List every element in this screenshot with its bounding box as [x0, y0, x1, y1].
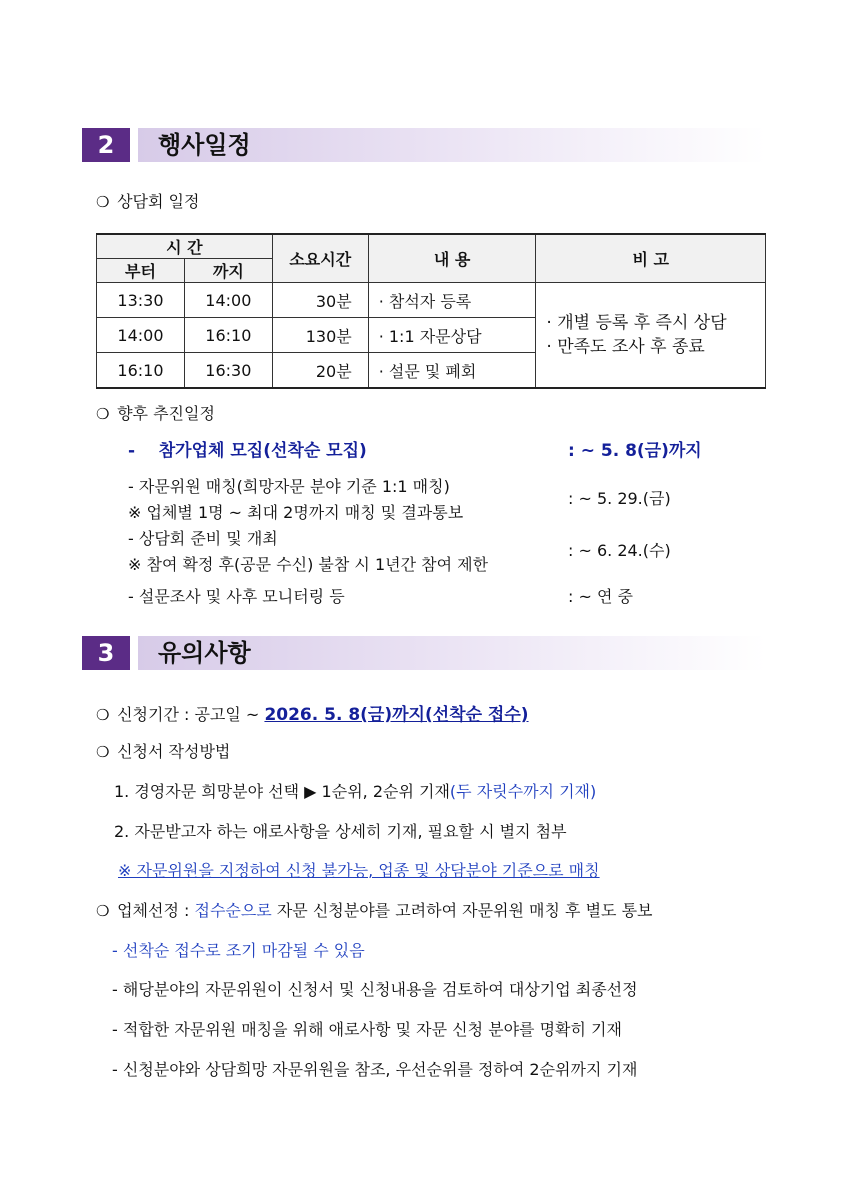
method-item-1: 1. 경영자문 희망분야 선택 ▶ 1순위, 2순위 기재(두 자릿수까지 기재) [114, 782, 597, 801]
th-to: 까지 [184, 259, 272, 283]
table-row: 13:30 14:00 30분 · 참석자 등록 · 개별 등록 후 즉시 상담 · 만족도 조사 후 종료 [97, 283, 766, 318]
table-row: 16:10 16:30 20분 · 설문 및 폐회 [97, 353, 766, 389]
company-selection: ❍ 업체선정 : 접수순으로 자문 신청분야를 고려하여 자문위원 매칭 후 별도 통보 [96, 901, 653, 920]
selection-note-4: - 신청분야와 상담희망 자문위원을 참조, 우선순위를 정하여 2순위까지 기재 [112, 1060, 638, 1079]
method-warning: ※ 자문위원을 지정하여 신청 불가능, 업종 및 상담분야 기준으로 매칭 [118, 861, 600, 880]
section-number: 3 [82, 636, 130, 670]
selection-note-1: - 선착순 접수로 조기 마감될 수 있음 [112, 941, 365, 960]
future-item-1-date: : ~ 5. 8(금)까지 [568, 441, 702, 461]
th-time: 시 간 [97, 234, 273, 259]
future-item-2-date: : ~ 5. 29.(금) [568, 489, 671, 508]
future-schedule-label: ❍ 향후 추진일정 [96, 404, 215, 423]
future-item-4: - 설문조사 및 사후 모니터링 등 [128, 587, 345, 606]
table-note-cell: · 개별 등록 후 즉시 상담 · 만족도 조사 후 종료 [536, 283, 766, 389]
future-item-3-note: ※ 참여 확정 후(공문 수신) 불참 시 1년간 참여 제한 [128, 555, 489, 574]
section-3-header [82, 636, 766, 670]
section-2-header [82, 128, 766, 162]
future-item-3: - 상담회 준비 및 개최 [128, 529, 278, 548]
table-row: 14:00 16:10 130분 · 1:1 자문상담 [97, 318, 766, 353]
section-title: 행사일정 [158, 131, 251, 159]
section-title: 유의사항 [158, 639, 251, 667]
th-from: 부터 [97, 259, 185, 283]
circle-bullet-icon: ❍ [96, 405, 110, 423]
circle-bullet-icon: ❍ [96, 706, 110, 724]
future-item-3-date: : ~ 6. 24.(수) [568, 541, 671, 560]
application-deadline: 2026. 5. 8(금)까지(선착순 접수) [264, 705, 529, 725]
future-item-2: - 자문위원 매칭(희망자문 분야 기준 1:1 매칭) [128, 477, 450, 496]
circle-bullet-icon: ❍ [96, 193, 110, 211]
selection-note-2: - 해당분야의 자문위원이 신청서 및 신청내용을 검토하여 대상기업 최종선정 [112, 980, 638, 999]
th-note: 비 고 [536, 234, 766, 283]
future-item-4-date: : ~ 연 중 [568, 587, 633, 606]
application-period: ❍ 신청기간 : 공고일 ~ 2026. 5. 8(금)까지(선착순 접수) [96, 705, 529, 725]
future-item-1: - 참가업체 모집(선착순 모집) [128, 441, 367, 461]
selection-note-3: - 적합한 자문위원 매칭을 위해 애로사항 및 자문 신청 분야를 명확히 기재 [112, 1020, 622, 1039]
method-item-2: 2. 자문받고자 하는 애로사항을 상세히 기재, 필요할 시 별지 첨부 [114, 822, 567, 841]
circle-bullet-icon: ❍ [96, 902, 110, 920]
circle-bullet-icon: ❍ [96, 743, 110, 761]
schedule-table [96, 233, 766, 389]
future-item-2-note: ※ 업체별 1명 ~ 최대 2명까지 매칭 및 결과통보 [128, 503, 464, 522]
section-number: 2 [82, 128, 130, 162]
application-method-label: ❍ 신청서 작성방법 [96, 742, 231, 761]
consult-schedule-label: ❍ 상담회 일정 [96, 192, 200, 211]
th-content: 내 용 [368, 234, 536, 283]
th-duration: 소요시간 [272, 234, 368, 283]
